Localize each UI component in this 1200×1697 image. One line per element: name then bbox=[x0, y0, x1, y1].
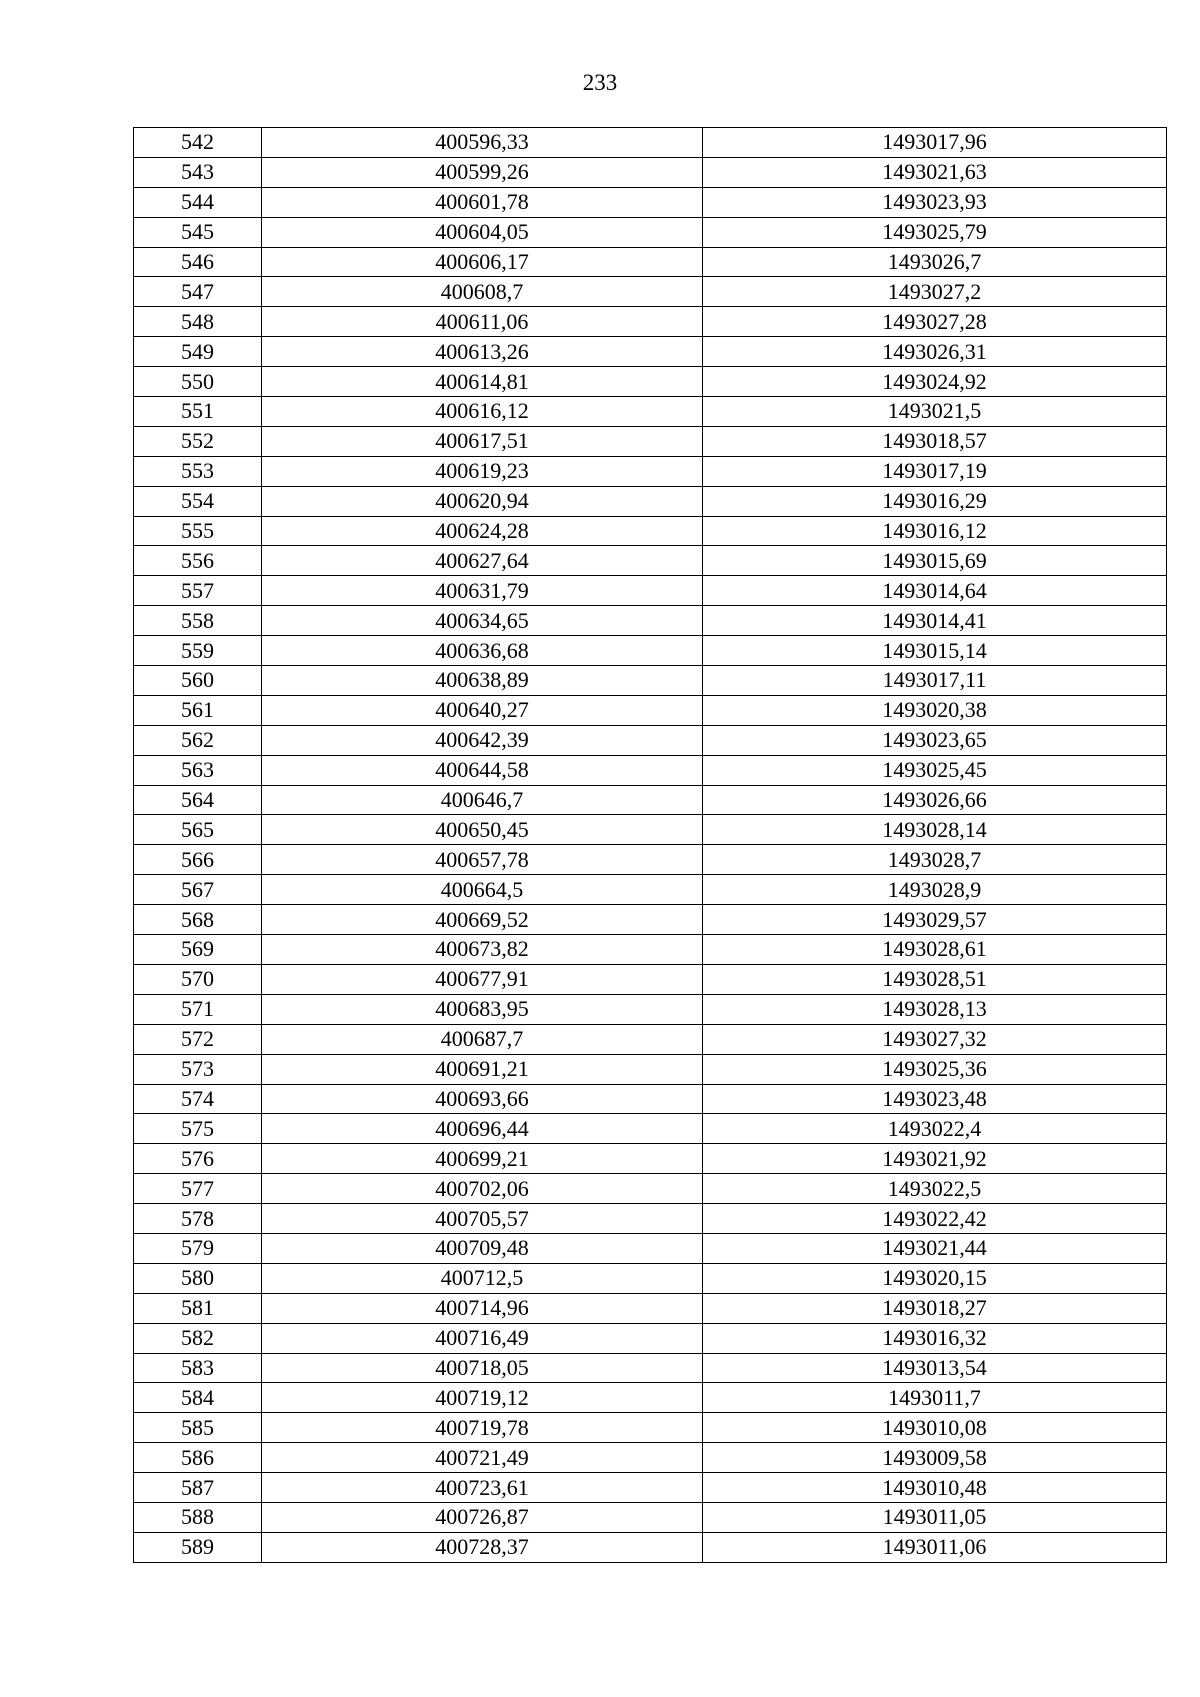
y-coordinate-cell: 1493025,45 bbox=[703, 755, 1167, 785]
point-number-cell: 588 bbox=[134, 1502, 262, 1532]
point-number-cell: 548 bbox=[134, 307, 262, 337]
x-coordinate-cell: 400611,06 bbox=[262, 307, 703, 337]
point-number-cell: 572 bbox=[134, 1024, 262, 1054]
point-number-cell: 558 bbox=[134, 606, 262, 636]
y-coordinate-cell: 1493026,7 bbox=[703, 247, 1167, 277]
table-row bbox=[134, 815, 1167, 845]
table-row bbox=[134, 456, 1167, 486]
x-coordinate-cell: 400619,23 bbox=[262, 456, 703, 486]
point-number-cell: 546 bbox=[134, 247, 262, 277]
y-coordinate-cell: 1493020,38 bbox=[703, 695, 1167, 725]
x-coordinate-cell: 400718,05 bbox=[262, 1353, 703, 1383]
x-coordinate-cell: 400634,65 bbox=[262, 606, 703, 636]
point-number-cell: 559 bbox=[134, 636, 262, 666]
table-row bbox=[134, 785, 1167, 815]
x-coordinate-cell: 400638,89 bbox=[262, 666, 703, 696]
point-number-cell: 579 bbox=[134, 1233, 262, 1263]
point-number-cell: 556 bbox=[134, 546, 262, 576]
table-row bbox=[134, 1323, 1167, 1353]
x-coordinate-cell: 400687,7 bbox=[262, 1024, 703, 1054]
point-number-cell: 589 bbox=[134, 1532, 262, 1562]
table-row bbox=[134, 1233, 1167, 1263]
point-number-cell: 551 bbox=[134, 397, 262, 427]
table-row bbox=[134, 128, 1167, 158]
point-number-cell: 564 bbox=[134, 785, 262, 815]
point-number-cell: 578 bbox=[134, 1204, 262, 1234]
y-coordinate-cell: 1493014,64 bbox=[703, 576, 1167, 606]
point-number-cell: 571 bbox=[134, 994, 262, 1024]
table-row bbox=[134, 1144, 1167, 1174]
table-row bbox=[134, 1473, 1167, 1503]
table-row bbox=[134, 1084, 1167, 1114]
x-coordinate-cell: 400683,95 bbox=[262, 994, 703, 1024]
x-coordinate-cell: 400644,58 bbox=[262, 755, 703, 785]
x-coordinate-cell: 400604,05 bbox=[262, 217, 703, 247]
table-row bbox=[134, 277, 1167, 307]
table-row bbox=[134, 1263, 1167, 1293]
x-coordinate-cell: 400716,49 bbox=[262, 1323, 703, 1353]
y-coordinate-cell: 1493017,19 bbox=[703, 456, 1167, 486]
point-number-cell: 587 bbox=[134, 1473, 262, 1503]
point-number-cell: 545 bbox=[134, 217, 262, 247]
point-number-cell: 565 bbox=[134, 815, 262, 845]
coordinates-table-body bbox=[134, 128, 1167, 1563]
table-row bbox=[134, 397, 1167, 427]
y-coordinate-cell: 1493028,14 bbox=[703, 815, 1167, 845]
table-row bbox=[134, 1443, 1167, 1473]
table-row bbox=[134, 666, 1167, 696]
x-coordinate-cell: 400669,52 bbox=[262, 905, 703, 935]
x-coordinate-cell: 400693,66 bbox=[262, 1084, 703, 1114]
x-coordinate-cell: 400596,33 bbox=[262, 128, 703, 158]
table-row bbox=[134, 486, 1167, 516]
y-coordinate-cell: 1493024,92 bbox=[703, 367, 1167, 397]
table-row bbox=[134, 935, 1167, 965]
x-coordinate-cell: 400723,61 bbox=[262, 1473, 703, 1503]
table-row bbox=[134, 576, 1167, 606]
y-coordinate-cell: 1493025,79 bbox=[703, 217, 1167, 247]
x-coordinate-cell: 400664,5 bbox=[262, 875, 703, 905]
table-row bbox=[134, 1383, 1167, 1413]
point-number-cell: 555 bbox=[134, 516, 262, 546]
y-coordinate-cell: 1493013,54 bbox=[703, 1353, 1167, 1383]
y-coordinate-cell: 1493018,27 bbox=[703, 1293, 1167, 1323]
table-row bbox=[134, 636, 1167, 666]
point-number-cell: 568 bbox=[134, 905, 262, 935]
point-number-cell: 542 bbox=[134, 128, 262, 158]
y-coordinate-cell: 1493016,32 bbox=[703, 1323, 1167, 1353]
point-number-cell: 552 bbox=[134, 426, 262, 456]
table-row bbox=[134, 964, 1167, 994]
y-coordinate-cell: 1493021,5 bbox=[703, 397, 1167, 427]
point-number-cell: 582 bbox=[134, 1323, 262, 1353]
x-coordinate-cell: 400627,64 bbox=[262, 546, 703, 576]
x-coordinate-cell: 400642,39 bbox=[262, 725, 703, 755]
table-row bbox=[134, 1413, 1167, 1443]
y-coordinate-cell: 1493023,48 bbox=[703, 1084, 1167, 1114]
x-coordinate-cell: 400696,44 bbox=[262, 1114, 703, 1144]
y-coordinate-cell: 1493021,44 bbox=[703, 1233, 1167, 1263]
x-coordinate-cell: 400673,82 bbox=[262, 935, 703, 965]
point-number-cell: 586 bbox=[134, 1443, 262, 1473]
point-number-cell: 561 bbox=[134, 695, 262, 725]
x-coordinate-cell: 400614,81 bbox=[262, 367, 703, 397]
table-row bbox=[134, 426, 1167, 456]
table-row bbox=[134, 1293, 1167, 1323]
table-row bbox=[134, 516, 1167, 546]
x-coordinate-cell: 400691,21 bbox=[262, 1054, 703, 1084]
y-coordinate-cell: 1493021,92 bbox=[703, 1144, 1167, 1174]
table-row bbox=[134, 1204, 1167, 1234]
y-coordinate-cell: 1493027,2 bbox=[703, 277, 1167, 307]
x-coordinate-cell: 400719,12 bbox=[262, 1383, 703, 1413]
y-coordinate-cell: 1493015,69 bbox=[703, 546, 1167, 576]
table-row bbox=[134, 725, 1167, 755]
x-coordinate-cell: 400728,37 bbox=[262, 1532, 703, 1562]
table-row bbox=[134, 1024, 1167, 1054]
y-coordinate-cell: 1493023,65 bbox=[703, 725, 1167, 755]
y-coordinate-cell: 1493026,66 bbox=[703, 785, 1167, 815]
point-number-cell: 547 bbox=[134, 277, 262, 307]
y-coordinate-cell: 1493028,13 bbox=[703, 994, 1167, 1024]
table-row bbox=[134, 1054, 1167, 1084]
table-row bbox=[134, 905, 1167, 935]
y-coordinate-cell: 1493022,42 bbox=[703, 1204, 1167, 1234]
point-number-cell: 577 bbox=[134, 1174, 262, 1204]
x-coordinate-cell: 400601,78 bbox=[262, 187, 703, 217]
table-row bbox=[134, 1502, 1167, 1532]
x-coordinate-cell: 400620,94 bbox=[262, 486, 703, 516]
y-coordinate-cell: 1493028,9 bbox=[703, 875, 1167, 905]
point-number-cell: 585 bbox=[134, 1413, 262, 1443]
x-coordinate-cell: 400640,27 bbox=[262, 695, 703, 725]
x-coordinate-cell: 400650,45 bbox=[262, 815, 703, 845]
x-coordinate-cell: 400613,26 bbox=[262, 337, 703, 367]
x-coordinate-cell: 400646,7 bbox=[262, 785, 703, 815]
point-number-cell: 562 bbox=[134, 725, 262, 755]
x-coordinate-cell: 400721,49 bbox=[262, 1443, 703, 1473]
x-coordinate-cell: 400714,96 bbox=[262, 1293, 703, 1323]
y-coordinate-cell: 1493015,14 bbox=[703, 636, 1167, 666]
table-row bbox=[134, 606, 1167, 636]
x-coordinate-cell: 400709,48 bbox=[262, 1233, 703, 1263]
point-number-cell: 567 bbox=[134, 875, 262, 905]
y-coordinate-cell: 1493010,08 bbox=[703, 1413, 1167, 1443]
point-number-cell: 576 bbox=[134, 1144, 262, 1174]
point-number-cell: 581 bbox=[134, 1293, 262, 1323]
table-row bbox=[134, 367, 1167, 397]
x-coordinate-cell: 400726,87 bbox=[262, 1502, 703, 1532]
point-number-cell: 563 bbox=[134, 755, 262, 785]
y-coordinate-cell: 1493028,51 bbox=[703, 964, 1167, 994]
y-coordinate-cell: 1493014,41 bbox=[703, 606, 1167, 636]
table-row bbox=[134, 157, 1167, 187]
y-coordinate-cell: 1493027,28 bbox=[703, 307, 1167, 337]
x-coordinate-cell: 400636,68 bbox=[262, 636, 703, 666]
page-number: 233 bbox=[582, 70, 618, 95]
point-number-cell: 549 bbox=[134, 337, 262, 367]
y-coordinate-cell: 1493016,12 bbox=[703, 516, 1167, 546]
y-coordinate-cell: 1493010,48 bbox=[703, 1473, 1167, 1503]
y-coordinate-cell: 1493020,15 bbox=[703, 1263, 1167, 1293]
table-row bbox=[134, 337, 1167, 367]
table-row bbox=[134, 307, 1167, 337]
y-coordinate-cell: 1493022,4 bbox=[703, 1114, 1167, 1144]
point-number-cell: 580 bbox=[134, 1263, 262, 1293]
x-coordinate-cell: 400631,79 bbox=[262, 576, 703, 606]
x-coordinate-cell: 400712,5 bbox=[262, 1263, 703, 1293]
y-coordinate-cell: 1493029,57 bbox=[703, 905, 1167, 935]
y-coordinate-cell: 1493028,7 bbox=[703, 845, 1167, 875]
table-row bbox=[134, 1532, 1167, 1562]
x-coordinate-cell: 400616,12 bbox=[262, 397, 703, 427]
table-row bbox=[134, 1114, 1167, 1144]
table-row bbox=[134, 994, 1167, 1024]
y-coordinate-cell: 1493011,06 bbox=[703, 1532, 1167, 1562]
y-coordinate-cell: 1493016,29 bbox=[703, 486, 1167, 516]
x-coordinate-cell: 400705,57 bbox=[262, 1204, 703, 1234]
table-row bbox=[134, 546, 1167, 576]
x-coordinate-cell: 400719,78 bbox=[262, 1413, 703, 1443]
point-number-cell: 569 bbox=[134, 935, 262, 965]
x-coordinate-cell: 400677,91 bbox=[262, 964, 703, 994]
point-number-cell: 575 bbox=[134, 1114, 262, 1144]
y-coordinate-cell: 1493011,7 bbox=[703, 1383, 1167, 1413]
table-row bbox=[134, 875, 1167, 905]
table-row bbox=[134, 1174, 1167, 1204]
point-number-cell: 584 bbox=[134, 1383, 262, 1413]
x-coordinate-cell: 400657,78 bbox=[262, 845, 703, 875]
x-coordinate-cell: 400624,28 bbox=[262, 516, 703, 546]
point-number-cell: 557 bbox=[134, 576, 262, 606]
table-row bbox=[134, 1353, 1167, 1383]
x-coordinate-cell: 400617,51 bbox=[262, 426, 703, 456]
point-number-cell: 543 bbox=[134, 157, 262, 187]
y-coordinate-cell: 1493027,32 bbox=[703, 1024, 1167, 1054]
y-coordinate-cell: 1493025,36 bbox=[703, 1054, 1167, 1084]
y-coordinate-cell: 1493022,5 bbox=[703, 1174, 1167, 1204]
point-number-cell: 566 bbox=[134, 845, 262, 875]
point-number-cell: 574 bbox=[134, 1084, 262, 1114]
y-coordinate-cell: 1493028,61 bbox=[703, 935, 1167, 965]
table-row bbox=[134, 187, 1167, 217]
point-number-cell: 573 bbox=[134, 1054, 262, 1084]
table-row bbox=[134, 247, 1167, 277]
y-coordinate-cell: 1493023,93 bbox=[703, 187, 1167, 217]
table-row bbox=[134, 217, 1167, 247]
y-coordinate-cell: 1493018,57 bbox=[703, 426, 1167, 456]
table-row bbox=[134, 845, 1167, 875]
x-coordinate-cell: 400608,7 bbox=[262, 277, 703, 307]
point-number-cell: 544 bbox=[134, 187, 262, 217]
point-number-cell: 583 bbox=[134, 1353, 262, 1383]
y-coordinate-cell: 1493011,05 bbox=[703, 1502, 1167, 1532]
y-coordinate-cell: 1493017,96 bbox=[703, 128, 1167, 158]
table-row bbox=[134, 695, 1167, 725]
point-number-cell: 550 bbox=[134, 367, 262, 397]
point-number-cell: 560 bbox=[134, 666, 262, 696]
point-number-cell: 570 bbox=[134, 964, 262, 994]
x-coordinate-cell: 400606,17 bbox=[262, 247, 703, 277]
x-coordinate-cell: 400702,06 bbox=[262, 1174, 703, 1204]
point-number-cell: 553 bbox=[134, 456, 262, 486]
y-coordinate-cell: 1493026,31 bbox=[703, 337, 1167, 367]
y-coordinate-cell: 1493017,11 bbox=[703, 666, 1167, 696]
y-coordinate-cell: 1493021,63 bbox=[703, 157, 1167, 187]
table-row bbox=[134, 755, 1167, 785]
coordinates-table bbox=[133, 127, 1167, 1563]
y-coordinate-cell: 1493009,58 bbox=[703, 1443, 1167, 1473]
x-coordinate-cell: 400599,26 bbox=[262, 157, 703, 187]
point-number-cell: 554 bbox=[134, 486, 262, 516]
x-coordinate-cell: 400699,21 bbox=[262, 1144, 703, 1174]
